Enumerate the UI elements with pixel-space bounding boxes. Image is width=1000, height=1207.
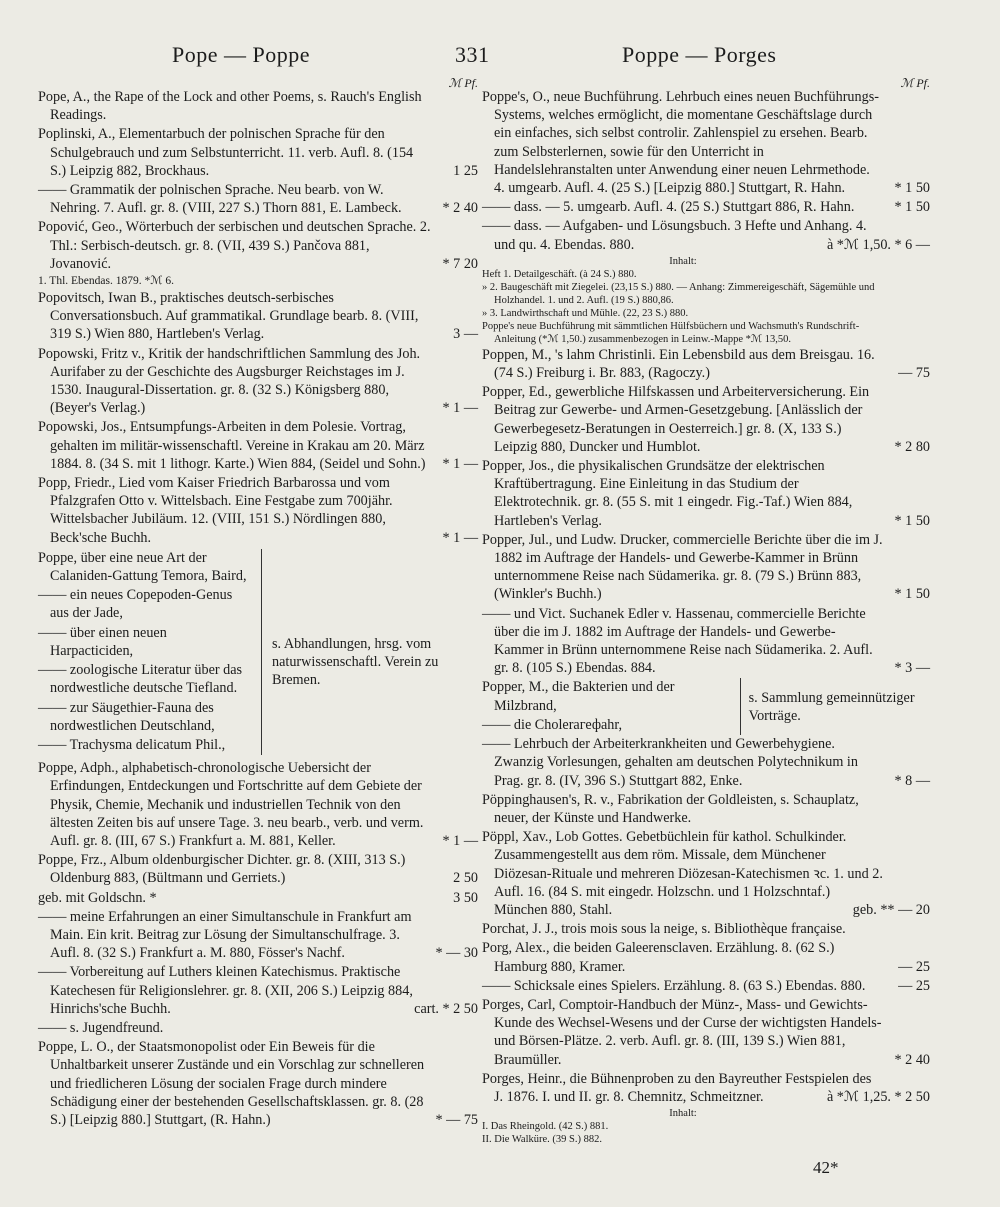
catalog-entry <box>482 996 930 1069</box>
entry-price: — 25 <box>898 958 930 975</box>
catalog-entry <box>482 198 930 216</box>
brace-item: Popper, M., die Bakterien und der Milzbrand, <box>482 679 675 714</box>
entry-list <box>482 88 930 254</box>
entry-text: —— Vorbereitung auf Luthers kleinen Katechismus. Praktische Katechesen für Religionslehrer. gr. 8. (XII, 206 S.) Leipzig 884, Hinrichs'sche Buchh. <box>38 964 413 1017</box>
brace-shared-text: s. Sammlung gemeinnütziger Vorträge. <box>748 689 915 724</box>
catalog-entry <box>482 457 930 530</box>
catalog-entry <box>482 920 930 938</box>
entry-text: —— s. Jugendfreund. <box>38 1019 164 1036</box>
contents-item: » 3. Landwirthschaft und Mühle. (22, 23 S.) 880. <box>482 307 689 319</box>
contents-item: II. Die Walküre. (39 S.) 882. <box>482 1134 602 1146</box>
entry-text: Poppe, Frz., Album oldenburgischer Dichter. gr. 8. (XIII, 313 S.) Oldenburg 883, (Bültmann und Gerriets.) <box>38 852 406 887</box>
entry-list <box>38 759 478 1129</box>
entry-text: —— Lehrbuch der Arbeiterkrankheiten und Gewerbehygiene. Zwanzig Vorlesungen, gehalten am deutschen Polytechnikum in Prag. gr. 8. (IV, 396 S.) Stuttgart 882, Enke. <box>482 736 858 789</box>
entry-text: Porchat, J. J., trois mois sous la neige, s. Bibliothèque française. <box>482 921 846 938</box>
entry-text: Poppe, L. O., der Staatsmonopolist oder Ein Beweis für die Unhaltbarkeit unserer Zustände und ein Vorschlag zur schnelleren und friedlicheren Lösung der socialen Frage durch mindere Schädigung einer der bestehenden Gesellschaftsklassen. gr. 8. (28 S.) [Leipzig 880.] Stuttgart, (R. Hahn.) <box>38 1039 425 1128</box>
contents-item: I. Das Rheingold. (42 S.) 881. <box>482 1121 609 1133</box>
catalog-entry <box>482 346 930 382</box>
entry-price: — 75 <box>898 365 930 382</box>
contents-title: Inhalt: <box>669 1108 697 1120</box>
brace-item: —— die Cholerагефahr, <box>482 716 623 733</box>
catalog-entry <box>38 474 478 547</box>
entry-price: * 1 50 <box>894 586 930 603</box>
catalog-entry <box>38 908 478 963</box>
brace-group <box>482 678 930 735</box>
bracket-items <box>38 549 262 755</box>
unit-label: ℳ Pf. <box>900 76 930 90</box>
catalog-entry <box>482 791 930 827</box>
catalog-entry <box>38 274 478 288</box>
catalog-entry <box>38 125 478 180</box>
entry-text: —— meine Erfahrungen an einer Simultanschule in Frankfurt am Main. Ein krit. Beitrag zur Lösung der Simultanschulfrage. 3. Aufl. 8. (32 S.) Frankfurt a. M. 880, Fösser's Nachf. <box>38 908 412 962</box>
entry-text: Popper, Jos., die physikalischen Grundsätze der elektrischen Kraftübertragung. Eine Einleitung in das Studium der Elektrotechnik. gr. 8. (55 S. mit 1 eingedr. Fig.-Taf.) Wien 884, Hartleben's Verlag. <box>482 458 853 529</box>
entry-price: 1 25 <box>453 162 478 179</box>
entry-text: Popper, Jul., und Ludw. Drucker, commercielle Berichte über die im J. 1882 im Auftrage der Handels- und Gewerbe-Kammer in Brünn unternommene Reise nach Südamerika. gr. 8. (79 S.) Brünn 883, (Winkler's Buchh.) <box>482 531 883 603</box>
entry-text: Pope, A., the Rape of the Lock and other Poems, s. Rauch's English Readings. <box>38 89 422 124</box>
entry-text: Popp, Friedr., Lied vom Kaiser Friedrich Barbarossa und vom Pfalzgrafen Otto v. Wittelsbach. Eine Festgabe zum 700jähr. Wittelsbacher Jubiläum. 12. (VIII, 151 S.) Nördlingen 880, Beck'sche Buchh. <box>38 475 393 546</box>
entry-price: * 2 40 <box>894 1051 930 1068</box>
entry-price: à *ℳ 1,50. * 6 — <box>826 236 930 253</box>
entry-price: * 8 — <box>894 772 930 789</box>
entry-price: * 1 — <box>442 400 478 417</box>
contents-list <box>482 255 930 346</box>
entry-price: * 1 50 <box>894 180 930 197</box>
entry-price: * 1 — <box>442 455 478 472</box>
entry-price: 2 50 <box>453 870 478 887</box>
catalog-entry <box>482 735 930 790</box>
bracket-item: —— über einen neuen Harpacticiden, <box>38 624 167 659</box>
contents-item: Heft 1. Detailgeschäft. (à 24 S.) 880. <box>482 268 637 280</box>
catalog-entry <box>38 289 478 344</box>
bracket-item: —— Trachysma delicatum Phil., <box>38 736 226 753</box>
entry-list <box>482 735 930 1106</box>
header-left: Pope — Poppe <box>172 42 310 67</box>
catalog-entry <box>38 418 478 473</box>
catalog-entry <box>482 605 930 678</box>
left-column <box>38 74 478 1130</box>
entry-text: —— dass. — Aufgaben- und Lösungsbuch. 3 Hefte und Anhang. 4. und qu. 4. Ebendas. 880. <box>482 218 867 253</box>
entry-price: * 1 — <box>442 832 478 849</box>
catalog-entry <box>482 1070 930 1106</box>
catalog-entry <box>38 181 478 217</box>
catalog-entry <box>482 939 930 975</box>
entry-text: Poppen, M., 's lahm Christinli. Ein Lebensbild aus dem Breisgau. 16. (74 S.) Freiburg i. Br. 883, (Ragoczy.) <box>482 346 875 382</box>
catalog-entry <box>482 828 930 919</box>
entry-text: Poplinski, A., Elementarbuch der polnischen Sprache für den Schulgebrauch und zum Selbstunterricht. 11. verb. Aufl. 8. (154 S.) Leipzig 882, Brockhaus. <box>38 126 414 179</box>
entry-price: geb. ** — 20 <box>852 901 930 918</box>
entry-price: 3 — <box>453 326 478 343</box>
entry-price: * — 30 <box>435 945 478 962</box>
contents-list <box>482 1107 930 1146</box>
header-right: Poppe — Porges <box>622 42 777 67</box>
entry-text: —— und Vict. Suchanek Edler v. Hassenau, commercielle Berichte über die im J. 1882 im Auftrage der Handels- und Gewerbe-Kammer in Brünn unternommene Reise nach Südamerika. 2. Aufl. gr. 8. (105 S.) Ebendas. 884. <box>482 605 873 677</box>
catalog-entry <box>482 88 930 197</box>
entry-price: — 25 <box>898 977 930 994</box>
bracket-item: —— zur Säugethier-Fauna des nordwestlichen Deutschland, <box>38 699 215 734</box>
right-column <box>482 74 930 1146</box>
catalog-entry <box>38 1019 478 1037</box>
entry-text: Pöppinghausen's, R. v., Fabrikation der Goldleisten, s. Schauplatz, neuer, der Künste und Handwerke. <box>482 791 859 826</box>
catalog-entry <box>482 383 930 456</box>
entry-text: —— dass. — 5. umgearb. Aufl. 4. (25 S.) Stuttgart 886, R. Hahn. <box>482 199 855 216</box>
entry-text: 1. Thl. Ebendas. 1879. *ℳ 6. <box>38 275 175 288</box>
contents-item: » 2. Baugeschäft mit Ziegelei. (23,15 S.) 880. — Anhang: Zimmereigeschäft, Sägemühle und Holzhandel. 1. und 2. Aufl. (19 S.) 880,86. <box>482 281 875 306</box>
page-header <box>0 42 1000 76</box>
entry-price: * 2 40 <box>442 200 478 217</box>
entry-price: 3 50 <box>453 889 478 906</box>
bracket-item: —— zoologische Literatur über das nordwestliche deutsche Tiefland. <box>38 662 243 697</box>
bracket-group <box>38 549 478 755</box>
entry-text: Porges, Heinr., die Bühnenproben zu den Bayreuther Festspielen des J. 1876. I. und II. gr. 8. Chemnitz, Schmeitzner. <box>482 1070 872 1105</box>
entry-price: * 1 50 <box>894 199 930 216</box>
entry-text: —— Grammatik der polnischen Sprache. Neu bearb. von W. Nehring. 7. Aufl. gr. 8. (VIII, 227 S.) Thorn 881, E. Lambeck. <box>38 182 402 217</box>
entry-text: Popović, Geo., Wörterbuch der serbischen und deutschen Sprache. 2. Thl.: Serbisch-deutsch. gr. 8. (VII, 439 S.) Pančova 881, Jovanović. <box>38 219 431 272</box>
entry-price: * — 75 <box>435 1111 478 1128</box>
catalog-entry <box>38 759 478 850</box>
entry-text: Porg, Alex., die beiden Galeerensclaven. Erzählung. 8. (62 S.) Hamburg 880, Kramer. <box>482 940 835 975</box>
contents-item: Poppe's neue Buchführung mit sämmtlichen Hülfsbüchern und Wachsmuth's Rundschrift-Anleitung (*ℳ 1,50.) zusammenbezogen in Leinw.-Mappe *ℳ 13,50. <box>482 320 860 345</box>
catalog-entry <box>482 217 930 253</box>
catalog-entry <box>482 977 930 995</box>
catalog-entry <box>482 531 930 604</box>
entry-text: —— Schicksale eines Spielers. Erzählung. 8. (63 S.) Ebendas. 880. <box>482 977 866 994</box>
catalog-entry <box>38 88 478 124</box>
unit-label: ℳ Pf. <box>448 76 478 90</box>
entry-price: cart. * 2 50 <box>414 1000 478 1017</box>
bracket-item: —— ein neues Copepoden-Genus aus der Jade, <box>38 587 233 622</box>
catalog-entry <box>38 345 478 418</box>
entry-text: Pöppl, Xav., Lob Gottes. Gebetbüchlein für kathol. Schulkinder. Zusammengestellt aus dem röm. Missale, dem Münchener Diözesan-Rituale und mehreren Diözesan-Katechismen ꝛc. 1. und 2. Aufl. 16. (84 S. mit eingedr. Holzschn. und 1 Holzschntaf.) München 880, Stahl. <box>482 829 883 918</box>
contents-title: Inhalt: <box>669 255 697 267</box>
entry-list <box>482 346 930 678</box>
page-number: 331 <box>455 42 490 67</box>
entry-price: * 2 80 <box>894 438 930 455</box>
entry-text: Poppe's, O., neue Buchführung. Lehrbuch eines neuen Buchführungs-Systems, welches ermöglicht, die momentane Geschäftslage durch ein einfaches, sich selbst controlir. Zahlenspiel zu ersehen. Bearb. zum Selbsterlernen, sowie für den Unterricht in Handelslehranstalten unter Anwendung einer neuen Lehrmethode. 4. umgearb. Aufl. 4. (25 S.) [Leipzig 880.] Stuttgart, R. Hahn. <box>482 89 879 197</box>
entry-price: * 1 — <box>442 529 478 546</box>
entry-price: * 1 50 <box>894 512 930 529</box>
entry-text: Popovitsch, Iwan B., praktisches deutsch-serbisches Conversationsbuch. Auf grammatikal. Grundlage bearb. 8. (VIII, 319 S.) Wien 880, Hartleben's Verlag. <box>38 290 419 343</box>
entry-list <box>38 88 478 547</box>
entry-text: Popowski, Jos., Entsumpfungs-Arbeiten in dem Polesie. Vortrag, gehalten im militär-wissenschaftl. Vereine in Krakau am 20. März 1884. 8. (34 S. mit 1 lithogr. Karte.) Wien 884, (Seidel und Sohn.) <box>38 419 426 472</box>
catalog-entry <box>38 963 478 1018</box>
entry-text: Porges, Carl, Comptoir-Handbuch der Münz-, Mass- und Gewichts-Kunde des Wechsel-Wesens und der Curse der wichtigsten Handels- und Börsen-Plätze. 2. verb. Aufl. gr. 8. (III, 139 S.) Wien 881, Braumüller. <box>482 996 882 1068</box>
bracket-shared-text: s. Abhandlungen, hrsg. vom naturwissenschaftl. Verein zu Bremen. <box>272 635 439 689</box>
entry-text: Popowski, Fritz v., Kritik der handschriftlichen Sammlung des Joh. Aurifaber zu der Geschichte des Augsburger Reichstages im J. 1530. Inaugural-Dissertation. gr. 8. (32 S.) Königsberg 880, (Beyer's Verlag.) <box>38 345 421 417</box>
entry-text: Poppe, Adph., alphabetisch-chronologische Uebersicht der Erfindungen, Entdeckungen und Fortschritte auf dem Gebiete der Physik, Chemie, Mechanik und industriellen Technik von den ältesten Zeiten bis auf unsere Tage. 3. neu bearb., verb. und verm. Aufl. gr. 8. (III, 67 S.) Frankfurt a. M. 881, Keller. <box>38 760 424 849</box>
bracket-item: Poppe, über eine neue Art der Calaniden-Gattung Temora, Baird, <box>38 549 247 585</box>
entry-price: à *ℳ 1,25. * 2 50 <box>826 1088 930 1105</box>
catalog-entry <box>38 1038 478 1129</box>
catalog-entry <box>38 889 478 907</box>
entry-price: * 3 — <box>894 660 930 677</box>
catalog-entry <box>38 218 478 273</box>
signature-mark: 42* <box>813 1158 839 1177</box>
catalog-entry <box>38 851 478 887</box>
brace-items <box>482 678 741 735</box>
entry-price: * 7 20 <box>442 255 478 272</box>
entry-text: geb. mit Goldschn. * <box>38 889 157 906</box>
entry-text: Popper, Ed., gewerbliche Hilfskassen und Arbeiterversicherung. Ein Beitrag zur Gewerbe- und Armen-Gesetzgebung. [Anlässlich der Gewerbegesetz-Beratungen in Oesterreich.] gr. 8. (X, 133 S.) Leipzig 880, Duncker und Humblot. <box>482 384 870 455</box>
